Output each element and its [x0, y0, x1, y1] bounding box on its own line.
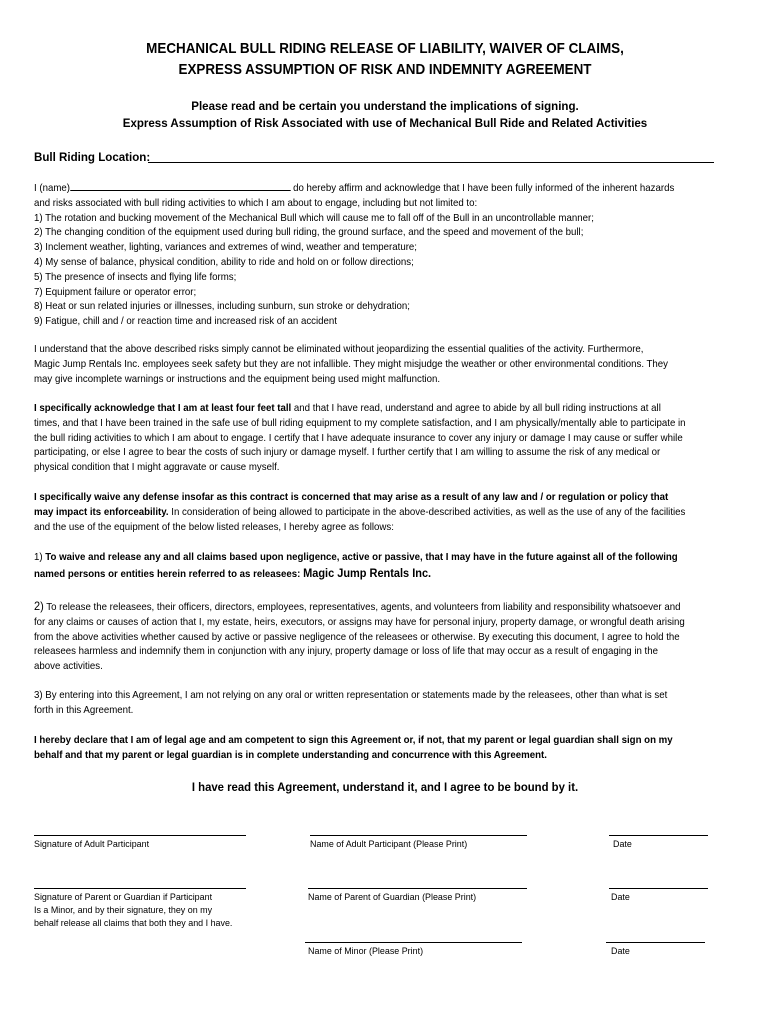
declare-line: behalf and that my parent or legal guardian is in complete understanding and concurrence with this Agreement.	[34, 749, 547, 761]
waive-bold-start: may impact its enforceability.	[34, 506, 169, 518]
adult-date-label: Date	[613, 839, 632, 850]
adult-name-field[interactable]	[310, 835, 527, 836]
clause-2-line: for any claims or causes of action that I, my estate, heirs, executors, or assigns may have for personal injury, property damage, or wrongful death arising	[34, 616, 685, 628]
name-field[interactable]	[70, 180, 290, 191]
waive-paragraph	[34, 491, 734, 535]
clause-2-line: above activities.	[34, 661, 103, 673]
subtitle-line-2: Express Assumption of Risk Associated with use of Mechanical Bull Ride and Related Activities	[122, 116, 648, 130]
adult-date-field[interactable]	[609, 835, 708, 836]
acknowledge-line: physical condition that I might aggravate or cause myself.	[34, 462, 280, 474]
guardian-signature-label	[34, 892, 232, 930]
understand-line: I understand that the above described risks simply cannot be eliminated without jeopardizing the essential qualities of the activity. Furthermore,	[34, 344, 644, 355]
clause-3-line: 3) By entering into this Agreement, I am not relying on any oral or written representation or statements made by the releasees, other than what is set	[34, 690, 668, 701]
location-label: Bull Riding Location:	[34, 150, 151, 164]
subtitle-line-1: Please read and be certain you understand the implications of signing.	[191, 99, 579, 113]
declare-paragraph	[34, 734, 734, 764]
minor-name-field[interactable]	[305, 942, 522, 943]
acknowledge-line: participating, or else I agree to bear the costs of such injury or damage myself. I further certify that I am willing to assume the risk of any medical or	[34, 447, 661, 459]
guardian-signature-label-line: Is a Minor, and by their signature, they on my	[34, 904, 213, 916]
acknowledge-paragraph	[34, 402, 734, 476]
guardian-name-label: Name of Parent of Guardian (Please Print)	[308, 892, 477, 903]
location-row	[34, 150, 714, 166]
intro-line-1: do hereby affirm and acknowledge that I have been fully informed of the inherent hazards	[293, 183, 675, 194]
risk-item: 7) Equipment failure or operator error;	[34, 286, 197, 298]
acknowledge-line-1: and that I have read, understand and agree to abide by all bull riding instructions at all	[291, 403, 661, 414]
intro-line-2: and risks associated with bull riding activities to which I am about to engage, including but not limited to:	[34, 197, 478, 209]
minor-date-field[interactable]	[606, 942, 705, 943]
guardian-date-label: Date	[611, 892, 630, 903]
risk-item: 2) The changing condition of the equipment used during bull riding, the ground surface, and the speed and movement of the bull;	[34, 227, 584, 239]
acknowledge-bold: I specifically acknowledge that I am at least four feet tall	[34, 403, 292, 414]
acknowledge-line: the bull riding activities to which I am about to engage. I certify that I have adequate insurance to cover any injury or damage I may cause or suffer while	[34, 432, 683, 444]
waive-line-3: and the use of the equipment of the below listed releases, I hereby agree as follows:	[34, 521, 394, 533]
clause-3-line: forth in this Agreement.	[34, 704, 134, 716]
minor-date-label: Date	[611, 946, 630, 957]
risk-item: 9) Fatigue, chill and / or reaction time and increased risk of an accident	[34, 316, 337, 328]
understand-line: Magic Jump Rentals Inc. employees seek safety but they are not infallible. They might misjudge the weather or other environmental conditions. They	[34, 358, 668, 370]
risk-item: 8) Heat or sun related injuries or illnesses, including sunburn, sun stroke or dehydration;	[34, 301, 410, 313]
waive-line-2: In consideration of being allowed to participate in the above-described activities, as well as the use of any of the facilities	[168, 506, 686, 518]
document-title-line-1: MECHANICAL BULL RIDING RELEASE OF LIABILITY, WAIVER OF CLAIMS,	[146, 41, 624, 57]
clause-1	[34, 551, 734, 583]
understand-line: may give incomplete warnings or instructions and the equipment being used might malfunction.	[34, 373, 441, 385]
adult-name-label: Name of Adult Participant (Please Print)	[310, 839, 468, 850]
name-label: I (name)	[34, 183, 70, 194]
declare-line: I hereby declare that I am of legal age and am competent to sign this Agreement or, if not, that my parent or legal guardian shall sign on my	[34, 735, 673, 746]
clause-2-number: 2)	[34, 599, 44, 613]
waive-bold-line: I specifically waive any defense insofar as this contract is concerned that may arise as a result of any law and / or regulation or policy that	[34, 492, 669, 503]
acknowledge-line: times, and that I have been trained in the safe use of bull riding equipment to my complete satisfaction, and I am physically/mentally able to participate in	[34, 417, 686, 429]
location-field[interactable]	[148, 162, 714, 163]
risk-item: 4) My sense of balance, physical condition, ability to ride and hold on or follow directions;	[34, 256, 414, 268]
agreement-statement: I have read this Agreement, understand it, and I agree to be bound by it.	[191, 780, 579, 794]
document-title-line-2: EXPRESS ASSUMPTION OF RISK AND INDEMNITY AGREEMENT	[178, 62, 592, 78]
risk-item: 1) The rotation and bucking movement of the Mechanical Bull which will cause me to fall off of the Bull in an uncontrollable manner;	[34, 212, 594, 224]
clause-3	[34, 689, 734, 719]
guardian-name-field[interactable]	[308, 888, 527, 889]
adult-signature-label: Signature of Adult Participant	[34, 839, 150, 850]
guardian-signature-label-line: Signature of Parent or Guardian if Participant	[34, 892, 213, 903]
clause-2-line-1: To release the releasees, their officers, directors, employees, representatives, agents, and volunteers from liability and responsibility whatsoever and	[43, 602, 681, 613]
clause-1-line-2: named persons or entities herein referred to as releasees:	[34, 568, 304, 580]
minor-name-label: Name of Minor (Please Print)	[308, 946, 424, 957]
guardian-date-field[interactable]	[609, 888, 708, 889]
clause-1-line-1: To waive and release any and all claims based upon negligence, active or passive, that I may have in the future against all of the following	[45, 552, 678, 563]
clause-2	[34, 599, 734, 675]
intro-paragraph	[34, 180, 734, 330]
risk-item: 3) Inclement weather, lighting, variances and extremes of wind, weather and temperature;	[34, 242, 417, 254]
guardian-signature-label-line: behalf release all claims that both they and I have.	[34, 917, 233, 929]
clause-2-line: releasees harmless and indemnify them in conjunction with any injury, property damage or loss of life that may occur as a result of engaging in the	[34, 646, 658, 658]
understand-paragraph	[34, 343, 734, 387]
guardian-signature-field[interactable]	[34, 888, 246, 889]
risk-item: 5) The presence of insects and flying life forms;	[34, 271, 237, 283]
clause-1-number: 1)	[34, 552, 46, 563]
adult-signature-field[interactable]	[34, 835, 246, 836]
clause-2-line: from the above activities whether caused by active or passive negligence of the releasees or otherwise. By executing this document, I agree to hold the	[34, 631, 680, 643]
releasee-name: Magic Jump Rentals Inc.	[303, 565, 432, 580]
